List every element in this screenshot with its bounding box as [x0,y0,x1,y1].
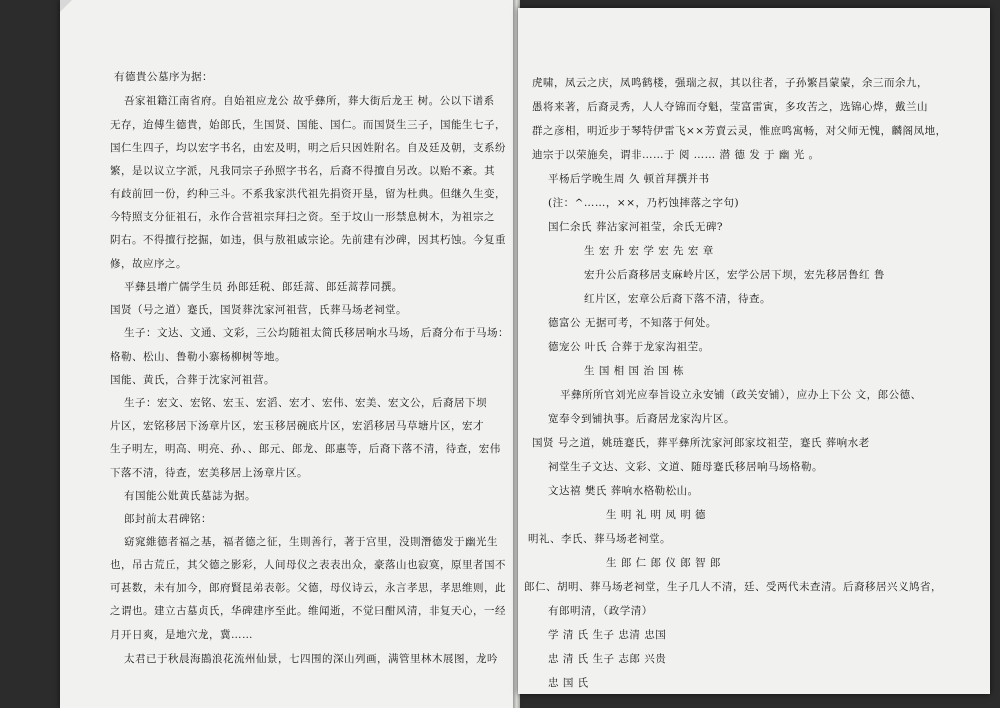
left-page-text-line: 下落不清，待查，宏美移居上汤章片区。 [110,467,308,479]
right-page-text-line: 生 明 礼 明 凤 明 德 [606,509,707,521]
left-page-text-line: 有歧前回一份，约种三斗。不系我家洪代祖先捐资开垦，留为杜典。但继久生变， [110,188,506,200]
right-page-text-line: 忠 国 氏 [548,677,589,689]
left-page-text-line: 吾家祖籍江南省府。自始祖应龙公 故乎彝所，葬大街后龙王 树。公以下谱系 [124,95,495,107]
left-page-text-line: 国能、黄氏，合葬于沈家河祖营。 [110,374,275,386]
left-page-text-line: 太君已于秋晨海鵾浪花流州仙景，七四围的深山列画，满管里林木展图，龙吟 [124,653,498,665]
right-page-text-line: 国仁余氏 葬沾家河祖莹，余氏无碑? [548,221,723,233]
right-page-text-line: 学 清 氏 生子 忠清 忠国 [548,629,667,641]
left-page-text-line: 可甚数，未有加今，郎府賢昆弟表彰。父德，母仪诗云，永言孝思，孝思维则，此 [110,582,506,594]
left-page-text-line: 生子：宏文、宏铭、宏玉、宏滔、宏才、宏伟、宏美、宏文公，后裔居下坝 [124,397,487,409]
left-page-text-line: 平彝县增广儒学生员 孙郎廷税、郎廷蒿、郎廷蒿荐同撰。 [124,281,403,293]
right-page-text-line: 德宠公 叶氏 合葬于龙家沟祖茔。 [548,341,710,353]
right-page-text-line: 国贤 号之道，姚琏蹇氏，葬平彝所沈家河郎家坟祖茔，蹇氏 葬响水老 [532,437,870,449]
right-page-text-line: 平彝所所官刘光应奉旨设立永安铺（政关安铺），应办上下公 文，郎公德、 [560,389,922,401]
right-page-text-line: 平杨后学晚生周 久 顿首拜撰并书 [548,173,710,185]
left-page-text-line: 生子：文达、文通、文彩，三公均随祖太简氏移居响水马场，后裔分布于马场： [124,327,509,339]
right-page-text-line: 迪宗于以荣施矣，谓非……于 阅 …… 潜 德 发 于 幽 光 。 [532,149,820,161]
left-page-text-line: 今特照支分征祖石，永作合营祖宗拜扫之资。至于坟山一形禁息树木，为祖宗之 [110,211,495,223]
right-page [518,8,990,694]
left-page-text-line: 有国能公妣黄氏墓誌为据。 [124,490,256,502]
right-page-text-line: 群之彦相，明近步于琴特伊雷飞××芳賣云灵，惟庶鸣寓畅，对父师无愧，麟阁凤地， [532,125,947,137]
left-page-text-line: 繁，是以议立字派，凡我同宗子孙照字书名，后裔不得擅自另改。以贻不紊。其 [110,165,495,177]
left-page-text-line: 窈窕維德者福之基，福者德之征，生則善行，著于宫里，没則潛德发于幽光生 [124,536,498,548]
left-page-text-line: 之谓也。建立古墓贞氏，华碑建序至此。维闻逝，不觉曰酣风清，非复天心，一经 [110,605,506,617]
left-page-text-line: 修，故应序之。 [110,258,187,270]
left-page-text-line: 无存，迨傅生德貴，始郎氏，生国贤、国能、国仁。而国贤生三子，国能生七子， [110,119,506,131]
right-page-text-line: 德富公 无据可考，不知落于何处。 [548,317,717,329]
right-page-text-line: 祠堂生子文达、文彩、文道、随母蹇氏移居响马场格勒。 [548,461,823,473]
right-page-text-line: 红片区，宏章公后裔下落不清，待查。 [584,293,771,305]
left-page-text-line: 郎封前太君碑铭： [124,513,212,525]
left-page-text-line: 片区，宏铭移居下汤章片区，宏玉移居碗底片区，宏滔移居马草塘片区，宏才 [110,420,484,432]
right-page-text-line: 虎啸，凤云之庆，凤鸣鹤楼，强瑞之叔，其以往者，子孙繁昌蒙蒙，余三而余九， [532,77,928,89]
right-page-text-line: 忠 清 氏 生子 志郎 兴贵 [548,653,667,665]
left-page-text-line: 格勒、松山、鲁勒小寨杨柳树等地。 [110,351,286,363]
left-page-text-line: 生子明左，明高、明亮、孙、、郎元、郎龙、郎惠等，后裔下落不清，待查，宏伟 [110,443,501,455]
right-page-text-line: 愚将来著，后裔灵秀，人人夺锦而夺魁，莹富雷寅，多攻苦之，选锦心烨，戴兰山 [532,101,928,113]
left-page-text-line: 月开日爽，是地穴龙，冀…… [110,629,253,641]
right-page-text-line: 明礼、李氏、葬马场老祠堂。 [528,533,671,545]
right-page-text-line: (注：^……，××，乃朽蚀摔落之字句) [548,197,740,209]
left-page-text-line: 也，吊古荒丘，其父德之影彩，人间母仪之表表出众，豪落山也寂寞，原里者国不 [110,559,506,571]
left-page-text-line: 有德貴公墓序为据： [114,71,213,83]
left-page-text-line: 国贤（号之道）蹇氏，国贤葬沈家河祖营，氏葬马场老祠堂。 [110,304,407,316]
left-page-text-line: 阴右。不得擅行挖掘，如违，俱与敖祖戚宗论。先前建有沙碑，因其朽蚀。今复重 [110,234,506,246]
right-page-text-line: 宽奉令到铺执事。后裔居龙家沟片区。 [548,413,735,425]
right-page-text-line: 宏升公后裔移居支麻岭片区，宏学公居下坝，宏先移居鲁红 鲁 [584,269,885,281]
right-page-text-line: 有郎明清，（政学清） [548,605,653,617]
left-page [60,0,515,708]
right-page-text-line: 生 宏 升 宏 学 宏 先 宏 章 [584,245,714,257]
right-page-text-line: 生 郎 仁 郎 仪 郎 智 郎 [606,557,721,569]
right-page-text-line: 文达禧 樊氏 葬响水格勒松山。 [548,485,699,497]
left-page-text-line: 国仁生四子，均以宏字书名，由宏及明，明之后只因姓附名。自及廷及朝，支系纷 [110,142,506,154]
page-corner-mark [60,0,72,12]
right-page-text-line: 郎仁、胡明、葬马场老祠堂，生子几人不清，廷、受两代未查清。后裔移居兴义鸠省， [524,581,942,593]
right-page-text-line: 生 国 相 国 治 国 栋 [584,365,685,377]
